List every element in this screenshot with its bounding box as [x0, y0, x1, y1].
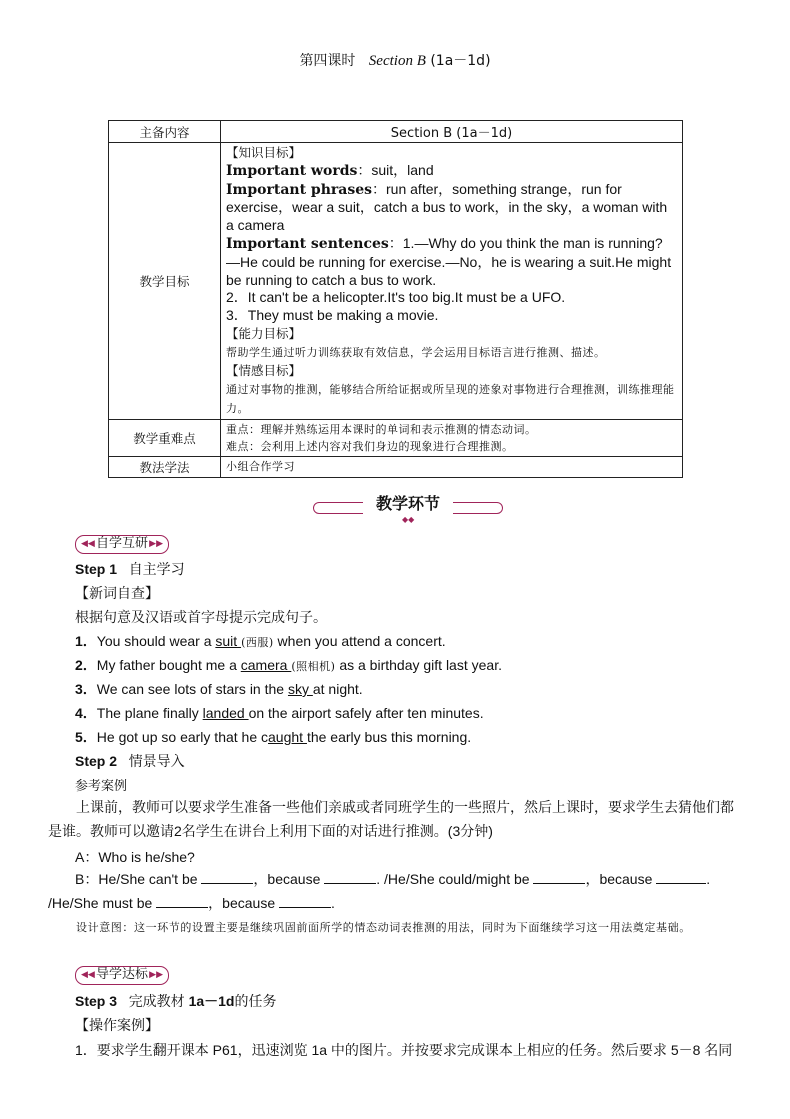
- row-value: Section B (1a－1d): [221, 121, 683, 143]
- ability-heading: 【能力目标】: [226, 325, 302, 341]
- table-row: [109, 121, 683, 143]
- instruction: 根据句意及汉语或首字母提示完成句子。: [75, 609, 327, 625]
- row-label: 主备内容: [109, 121, 221, 143]
- lesson-plan-table: [108, 120, 683, 478]
- diamond-dots-icon: ◆◆: [402, 515, 415, 524]
- key-point: 重点：理解并熟练运用本课时的单词和表示推测的情态动词。: [226, 422, 537, 436]
- step1-heading: Step 1 自主学习: [75, 561, 185, 577]
- row-label: 教学重难点: [109, 419, 221, 456]
- design-intent: 设计意图：这一环节的设置主要是继续巩固前面所学的情态动词表推测的用法，同时为下面继续学习这一用法奠定基础。: [76, 921, 691, 934]
- section-banner: 教学环节 ◆◆: [313, 492, 503, 526]
- dialog-a: A：Who is he/she?: [75, 849, 195, 865]
- step2-heading: Step 2 情景导入: [75, 753, 185, 769]
- case-text: 上课前，教师可以要求学生准备一些他们亲戚或者同班学生的一些照片，然后上课时，要求学生去猜他们都是谁。教师可以邀请2名学生在讲台上利用下面的对话进行推测。(3分钟): [48, 799, 734, 839]
- list-item: 3．We can see lots of stars in the sky at night.: [75, 681, 363, 697]
- bracket-title: 【新词自查】: [75, 585, 159, 601]
- step3-heading: Step 3 完成教材 1a－1d的任务: [75, 993, 277, 1009]
- emotion-heading: 【情感目标】: [226, 362, 302, 378]
- table-row: [109, 419, 683, 456]
- list-item: 4．The plane finally landed on the airport safely after ten minutes.: [75, 705, 484, 721]
- difficult-point: 难点：会利用上述内容对我们身边的现象进行合理推测。: [226, 439, 514, 453]
- knowledge-heading: 【知识目标】: [226, 145, 302, 160]
- row-label: 教法学法: [109, 456, 221, 477]
- double-chevron-left-icon: ◀◀: [81, 970, 95, 980]
- table-row: [109, 456, 683, 477]
- section-tag-self-study: ◀◀ 自学互研 ▶▶: [75, 535, 169, 554]
- op-label: 【操作案例】: [75, 1017, 159, 1033]
- row-value: 小组合作学习: [221, 456, 683, 477]
- section-tag-guided-study: ◀◀ 导学达标 ▶▶: [75, 966, 169, 985]
- case-label: 参考案例: [75, 778, 128, 793]
- ability-text: 帮助学生通过听力训练获取有效信息，学会运用目标语言进行推测、描述。: [226, 345, 606, 359]
- list-item: 1．You should wear a suit (西服) when you attend a concert.: [75, 633, 446, 649]
- dialog-b: B：He/She can't be ，because . /He/She could/might be ，because . /He/She must be ，because .: [48, 871, 711, 911]
- table-row: [109, 143, 683, 420]
- teaching-goals: 【知识目标】 Important words：suit，land Important phrases：run after，something strange，run for exercise，wear a suit，catch a bus to work，in the sky，a woman with a camera Important sentences：1.—Why do you think the man is running? —He could be running for exercise.—No，he is wearing a suit.He might be running to catch a bus to work. 2．It can't be a helicopter.It's too big.It must be a UFO. 3．They must be making a movie. 【能力目标】 帮助学生通过听力训练获取有效信息，学会运用目标语言进行推测、描述。 【情感目标】 通过对事物的推测，能够结合所给证据或所呈现的迹象对事物进行合理推测，训练推理能力。: [221, 143, 683, 420]
- page-title: 第四课时 Section B (1a－1d): [299, 53, 491, 69]
- op-item-1: 1．要求学生翻开课本 P61，迅速浏览 1a 中的图片。并按要求完成课本上相应的任务。然后要求 5－8 名同: [75, 1042, 733, 1058]
- double-chevron-right-icon: ▶▶: [149, 970, 164, 980]
- double-chevron-right-icon: ▶▶: [149, 539, 164, 549]
- double-chevron-left-icon: ◀◀: [81, 539, 95, 549]
- row-label: 教学目标: [109, 143, 221, 420]
- emotion-text: 通过对事物的推测，能够结合所给证据或所呈现的迹象对事物进行合理推测，训练推理能力。: [226, 382, 675, 415]
- list-item: 2．My father bought me a camera (照相机) as a birthday gift last year.: [75, 657, 502, 673]
- list-item: 5．He got up so early that he caught the early bus this morning.: [75, 729, 472, 745]
